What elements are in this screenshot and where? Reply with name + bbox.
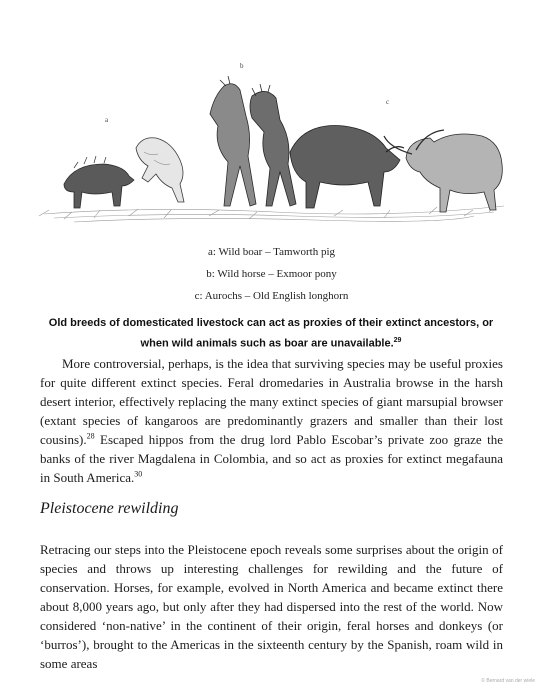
page-footer-mark: © Bernard van der wiele bbox=[481, 678, 535, 684]
ground-hatching bbox=[39, 204, 504, 222]
figure-label-b: b bbox=[240, 62, 244, 70]
figure-caption-text: Old breeds of domesticated livestock can act as proxies of their extinct ancestors, or when wild animals such as boar are unavailable. bbox=[48, 317, 494, 350]
section-heading: Pleistocene rewilding bbox=[40, 500, 179, 517]
longhorn-drawing bbox=[384, 130, 502, 212]
tamworth-pig-drawing bbox=[136, 138, 184, 202]
figure-label-c: c bbox=[386, 98, 390, 106]
paragraph-text: More controversial, perhaps, is the idea that surviving species may be useful proxies for quite different extinct species. Feral dromedaries in Australia browse in the harsh desert interior, effectively replacing the many extinct species of giant marsupial browser (extant species of kangaroos are predominantly grazers and smaller than their lost cousins). bbox=[40, 356, 503, 447]
sketch-drawing bbox=[34, 56, 510, 232]
aurochs-drawing bbox=[290, 126, 404, 208]
figure-label-a: a bbox=[105, 116, 109, 124]
caption-line-a: a: Wild boar – Tamworth pig bbox=[208, 246, 335, 258]
body-paragraph-2: Retracing our steps into the Pleistocene epoch reveals some surprises about the origin of species and throws up interesting challenges for rewilding and the future of conservation. Horses, for example, evolved in North America and became extinct there about 8,000 years ago, but only after they had dispersed into the rest of the world. Now considered ‘non-native’ in the continent of their origin, feral horses and donkeys (or ‘burros’), brought to the Americas in the sixteenth century by the Spanish, roam wild in some areas bbox=[40, 542, 503, 671]
body-paragraph-1 bbox=[40, 354, 503, 487]
caption-line-c: c: Aurochs – Old English longhorn bbox=[194, 290, 349, 302]
animals-illustration bbox=[34, 56, 510, 232]
exmoor-pony-drawing bbox=[250, 84, 296, 206]
footnote-ref: 29 bbox=[393, 337, 402, 344]
figure-caption bbox=[36, 314, 506, 353]
wild-boar-drawing bbox=[64, 156, 134, 208]
wild-horse-drawing bbox=[210, 76, 256, 206]
caption-line-b: b: Wild horse – Exmoor pony bbox=[206, 268, 337, 280]
paragraph-text: Escaped hippos from the drug lord Pablo Escobar’s private zoo graze the banks of the river Magdalena in Colombia, and so act as proxies for extinct megafauna in South America. bbox=[40, 432, 503, 485]
footnote-ref: 28 bbox=[86, 431, 95, 441]
footnote-ref: 30 bbox=[134, 469, 143, 479]
